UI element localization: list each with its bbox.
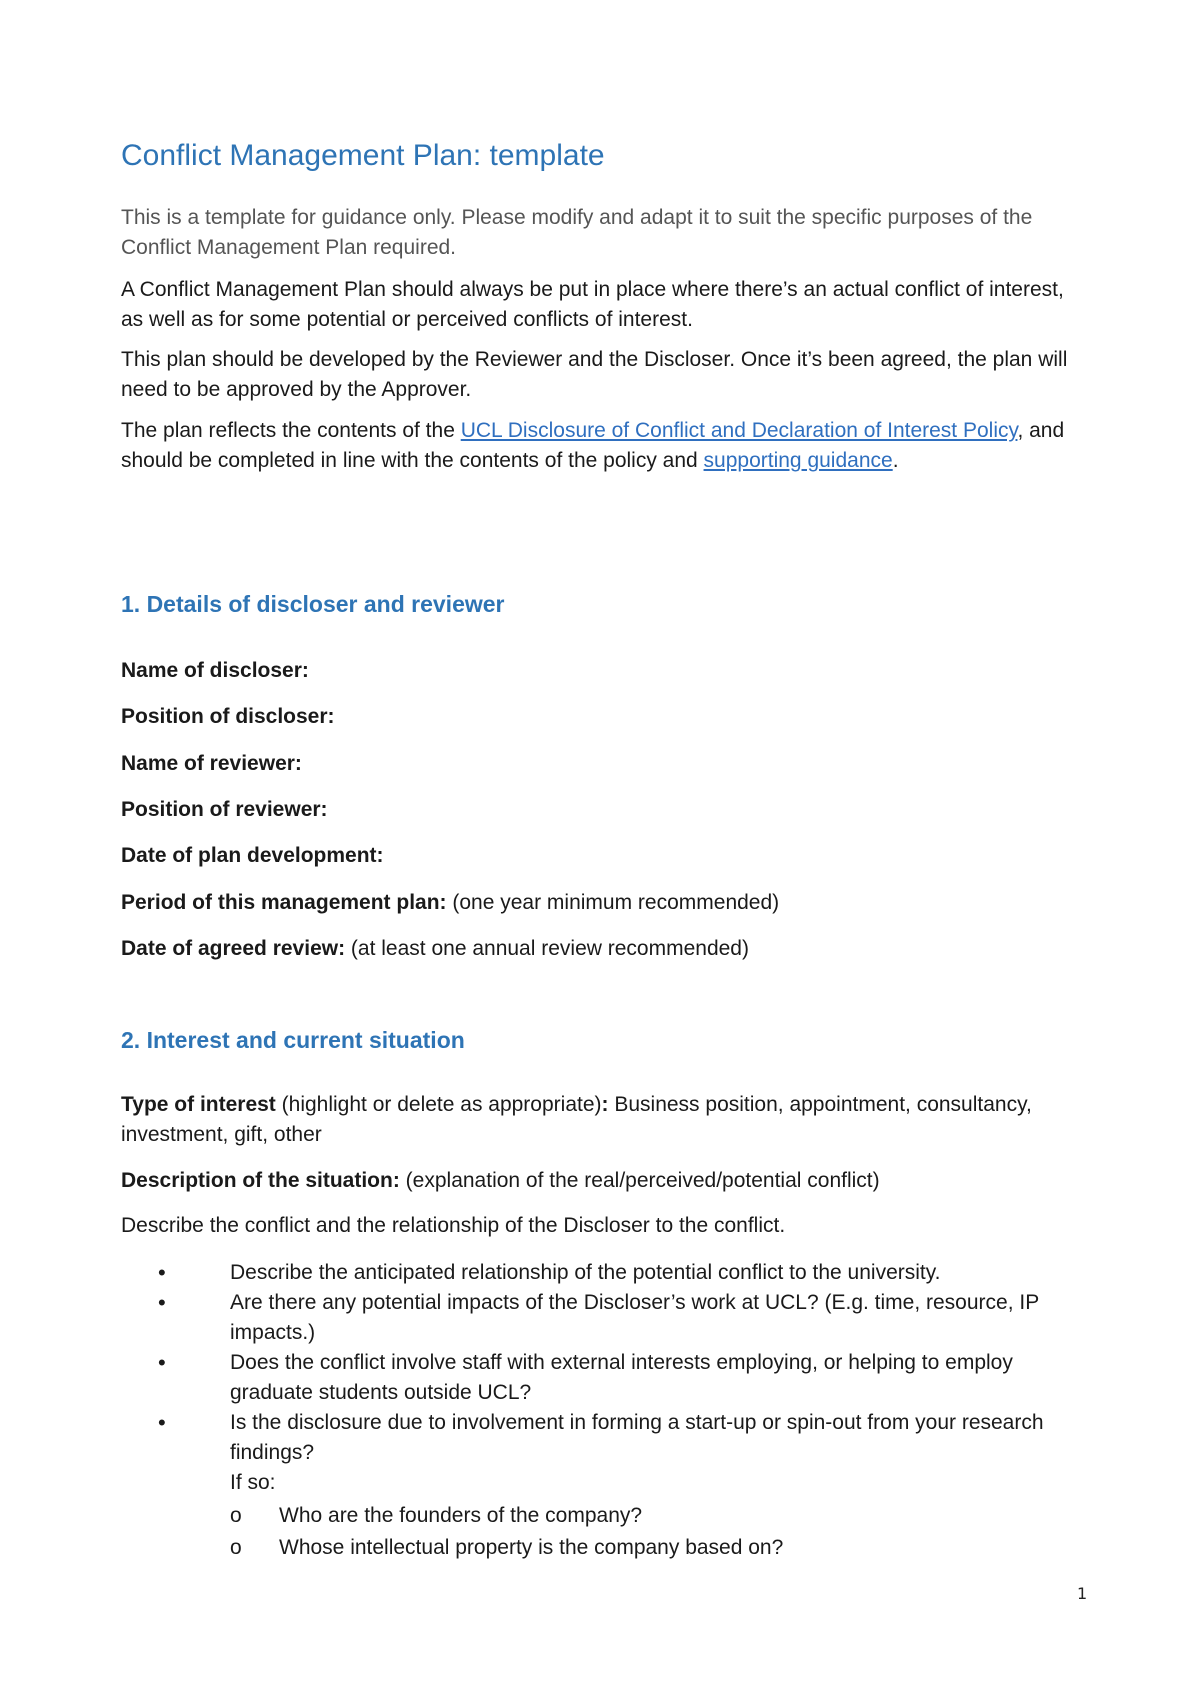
field-date-of-plan-development [121,841,384,871]
field-position-of-discloser [121,702,335,732]
if-so-text: If so: [230,1471,276,1494]
field-name-of-reviewer [121,749,302,779]
field-label: Date of plan development: [121,844,384,867]
field-label: Position of discloser: [121,705,335,728]
field-label: Name of discloser: [121,659,309,682]
sub-bullet-text: Whose intellectual property is the company based on? [279,1536,784,1559]
field-label: Position of reviewer: [121,798,328,821]
field-date-of-agreed-review [121,934,749,964]
field-name-of-discloser [121,656,309,686]
bullet-icon: • [158,1290,166,1315]
bullet-text: Describe the anticipated relationship of the potential conflict to the university. [230,1261,941,1284]
field-label: Date of agreed review: [121,937,346,960]
bullet-icon: • [158,1410,166,1435]
description-label: Description of the situation: [121,1169,400,1192]
field-label: Name of reviewer: [121,752,302,775]
para-reflects-before: The plan reflects the contents of the [121,419,461,442]
intro-guidance: This is a template for guidance only. Please modify and adapt it to suit the specific purposes of the Conflict Management Plan required. [121,206,1033,259]
page-number: 1 [1077,1584,1088,1603]
field-label: Period of this management plan: [121,891,447,914]
bullet-text: Does the conflict involve staff with external interests employing, or helping to employ graduate students outside UCL? [230,1351,1013,1404]
field-period-of-plan [121,888,779,918]
para-should: A Conflict Management Plan should always be put in place where there’s an actual conflict of interest, as well as for some potential or perceived conflicts of interest. [121,278,1064,331]
type-of-interest-values: Business position, appointment, consultancy, investment, gift, other [121,1093,1032,1146]
description-note: (explanation of the real/perceived/potential conflict) [399,1169,880,1192]
field-note: (at least one annual review recommended) [345,937,749,960]
type-of-interest-label: Type of interest [121,1093,276,1116]
field-position-of-reviewer [121,795,328,825]
describe-conflict: Describe the conflict and the relationship of the Discloser to the conflict. [121,1214,786,1237]
type-of-interest-colon: : [601,1093,609,1116]
description-of-situation [121,1166,880,1196]
bullet-text: Is the disclosure due to involvement in forming a start-up or spin-out from your research findings? [230,1411,1044,1464]
para-reflects [121,416,1091,476]
field-note: (one year minimum recommended) [446,891,780,914]
policy-link[interactable]: UCL Disclosure of Conflict and Declaration of Interest Policy [460,419,1018,442]
section1-heading: 1. Details of discloser and reviewer [121,591,505,617]
document-title: Conflict Management Plan: template [121,139,605,172]
para-developed: This plan should be developed by the Reviewer and the Discloser. Once it’s been agreed, the plan will need to be approved by the Approver. [121,348,1068,401]
bullet-icon: • [158,1350,166,1375]
type-of-interest-note: (highlight or delete as appropriate) [275,1093,602,1116]
bullet-text: Are there any potential impacts of the Discloser’s work at UCL? (E.g. time, resource, IP impacts.) [230,1291,1039,1344]
section2-heading: 2. Interest and current situation [121,1027,465,1053]
para-reflects-after: . [892,449,899,472]
sub-bullet-icon: o [230,1536,242,1559]
bullet-icon: • [158,1260,166,1285]
para-reflects-middle: , and should be completed in line with the contents of the policy and [121,419,1065,472]
supporting-guidance-link[interactable]: supporting guidance [703,449,893,472]
type-of-interest [121,1090,1091,1150]
sub-bullet-text: Who are the founders of the company? [279,1504,643,1527]
sub-bullet-icon: o [230,1504,242,1527]
